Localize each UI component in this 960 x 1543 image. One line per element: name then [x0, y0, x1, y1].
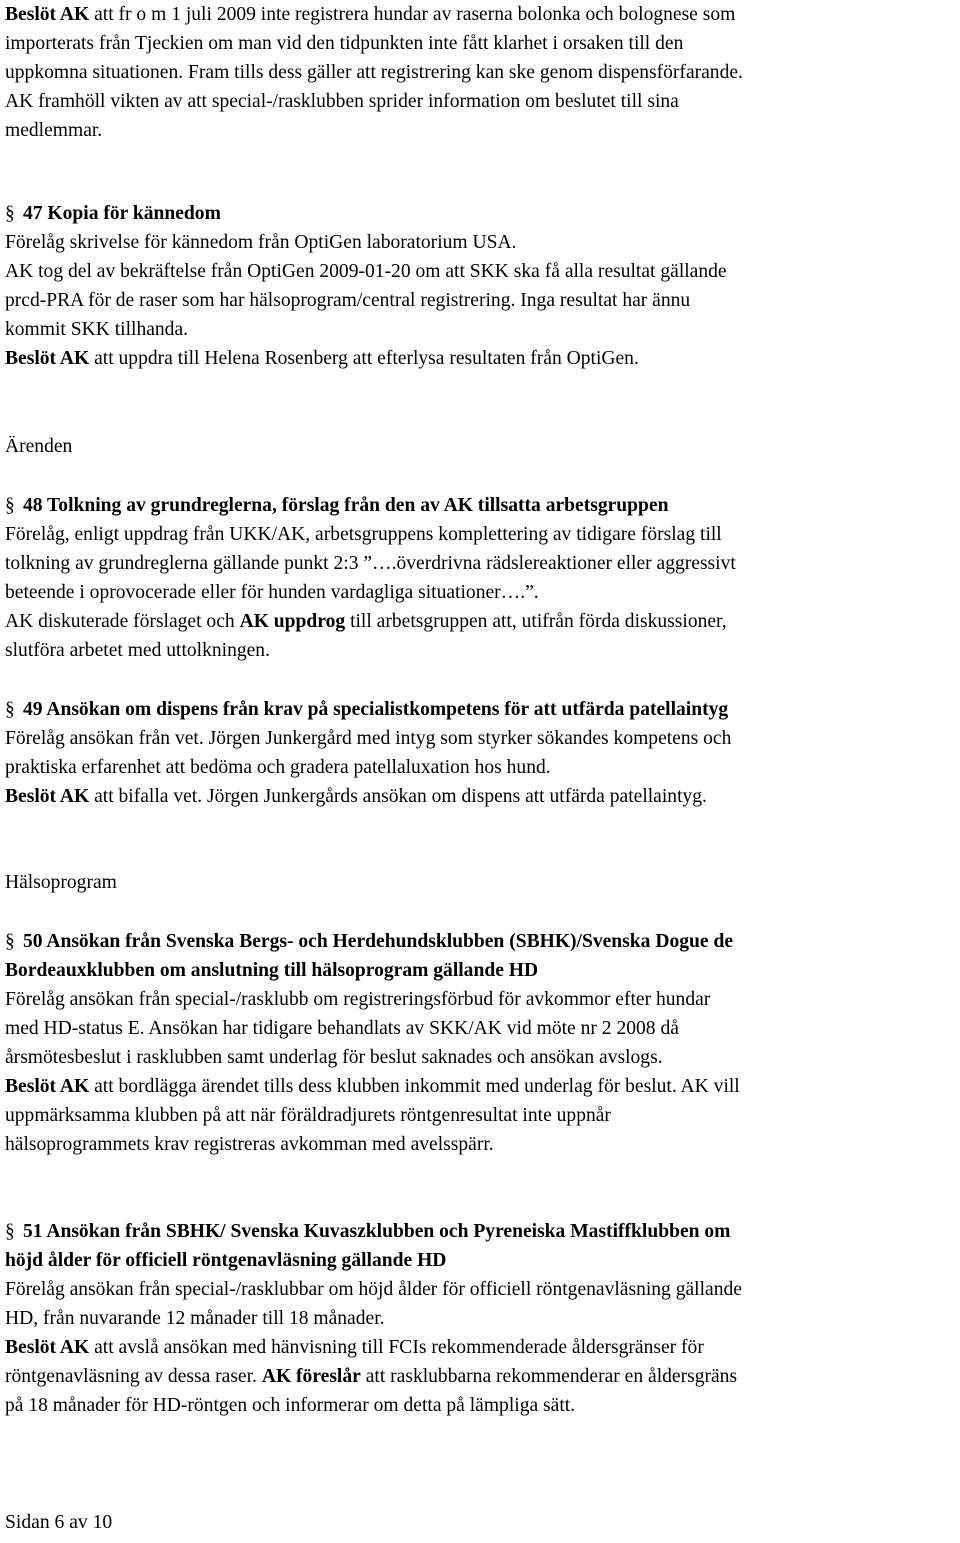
- text-line: AK diskuterade förslaget och: [5, 611, 240, 632]
- item-51: [5, 1217, 957, 1420]
- page-number-footer: Sidan 6 av 10: [5, 1512, 113, 1533]
- intro-paragraph: [5, 0, 957, 145]
- item-heading: [5, 199, 955, 228]
- text-line: prcd-PRA för de raser som har hälsoprogram/central registrering. Inga resultat har ännu: [5, 290, 691, 311]
- item-title: 50 Ansökan från Svenska Bergs- och Herdehundsklubben (SBHK)/Svenska Dogue de: [22, 931, 733, 952]
- text-line: Förelåg, enligt uppdrag från UKK/AK, arbetsgruppens komplettering av tidigare förslag till: [5, 524, 722, 545]
- text-line: medlemmar.: [5, 120, 103, 141]
- text-line: årsmötesbeslut i rasklubben samt underlag för beslut saknades och ansökan avslogs.: [5, 1047, 663, 1068]
- section-heading-arenden: Ärenden: [5, 436, 73, 457]
- text-line: att fr o m 1 juli 2009 inte registrera hundar av raserna bolonka och bolognese som: [89, 4, 736, 25]
- text-line: beteende i oprovocerade eller för hunden vardagliga situationer….”.: [5, 582, 539, 603]
- text-line: praktiska erfarenhet att bedöma och gradera patellaluxation hos hund.: [5, 757, 551, 778]
- item-49: [5, 695, 957, 811]
- text-line: slutföra arbetet med uttolkningen.: [5, 640, 270, 661]
- text-line: HD, från nuvarande 12 månader till 18 månader.: [5, 1308, 385, 1329]
- text-line: med HD-status E. Ansökan har tidigare behandlats av SKK/AK vid möte nr 2 2008 då: [5, 1018, 679, 1039]
- section-mark: §: [5, 1221, 15, 1242]
- text-line: Förelåg skrivelse för kännedom från OptiGen laboratorium USA.: [5, 232, 517, 253]
- item-50: [5, 927, 957, 1159]
- item-title-continued: Bordeauxklubben om anslutning till hälsoprogram gällande HD: [5, 960, 539, 981]
- decision-label: Beslöt AK: [5, 1076, 90, 1097]
- item-heading: [5, 927, 955, 956]
- text-line: att bordlägga ärendet tills dess klubben inkommit med underlag för beslut. AK vill: [89, 1076, 740, 1097]
- text-line: AK framhöll vikten av att special-/rasklubben sprider information om beslutet till sina: [5, 91, 679, 112]
- item-heading: [5, 491, 955, 520]
- item-48: [5, 491, 957, 665]
- decision-label: Beslöt AK: [5, 348, 90, 369]
- item-title: 48 Tolkning av grundreglerna, förslag från den av AK tillsatta arbetsgruppen: [22, 495, 669, 516]
- text-line: att bifalla vet. Jörgen Junkergårds ansökan om dispens att utfärda patellaintyg.: [89, 786, 707, 807]
- decision-label: Beslöt AK: [5, 1337, 90, 1358]
- decision-label: AK uppdrog: [239, 611, 346, 632]
- text-line: AK tog del av bekräftelse från OptiGen 2009-01-20 om att SKK ska få alla resultat gällande: [5, 261, 727, 282]
- item-title: 49 Ansökan om dispens från krav på specialistkompetens för att utfärda patellaintyg: [22, 699, 729, 720]
- decision-label: AK föreslår: [261, 1366, 361, 1387]
- text-line: röntgenavläsning av dessa raser.: [5, 1366, 262, 1387]
- decision-label: Beslöt AK: [5, 786, 90, 807]
- section-mark: §: [5, 203, 15, 224]
- text-line: till arbetsgruppen att, utifrån förda diskussioner,: [345, 611, 727, 632]
- text-line: importerats från Tjeckien om man vid den tidpunkten inte fått klarhet i orsaken till den: [5, 33, 684, 54]
- text-line: tolkning av grundreglerna gällande punkt 2:3 ”….överdrivna rädslereaktioner eller aggressivt: [5, 553, 736, 574]
- item-heading: [5, 1217, 955, 1246]
- text-line: hälsoprogrammets krav registreras avkomman med avelsspärr.: [5, 1134, 494, 1155]
- text-line: att rasklubbarna rekommenderar en åldersgräns: [360, 1366, 738, 1387]
- text-line: att uppdra till Helena Rosenberg att efterlysa resultaten från OptiGen.: [89, 348, 639, 369]
- item-title: 47 Kopia för kännedom: [22, 203, 221, 224]
- section-mark: §: [5, 495, 15, 516]
- item-heading: [5, 695, 955, 724]
- item-title: 51 Ansökan från SBHK/ Svenska Kuvaszklubben och Pyreneiska Mastiffklubben om: [22, 1221, 731, 1242]
- text-line: uppkomna situationen. Fram tills dess gäller att registrering kan ske genom dispensförfarande.: [5, 62, 743, 83]
- text-line: uppmärksamma klubben på att när föräldradjurets röntgenresultat inte uppnår: [5, 1105, 611, 1126]
- decision-label: Beslöt AK: [5, 4, 90, 25]
- section-mark: §: [5, 931, 15, 952]
- text-line: på 18 månader för HD-röntgen och informerar om detta på lämpliga sätt.: [5, 1395, 576, 1416]
- item-title-continued: höjd ålder för officiell röntgenavläsning gällande HD: [5, 1250, 447, 1271]
- section-heading-halsoprogram: Hälsoprogram: [5, 872, 117, 893]
- text-line: att avslå ansökan med hänvisning till FCIs rekommenderade åldersgränser för: [89, 1337, 704, 1358]
- text-line: kommit SKK tillhanda.: [5, 319, 189, 340]
- text-line: Förelåg ansökan från vet. Jörgen Junkergård med intyg som styrker sökandes kompetens och: [5, 728, 732, 749]
- text-line: Förelåg ansökan från special-/rasklubbar om höjd ålder för officiell röntgenavläsning gällande: [5, 1279, 742, 1300]
- section-mark: §: [5, 699, 15, 720]
- text-line: Förelåg ansökan från special-/rasklubb om registreringsförbud för avkommor efter hundar: [5, 989, 711, 1010]
- item-47: [5, 199, 957, 373]
